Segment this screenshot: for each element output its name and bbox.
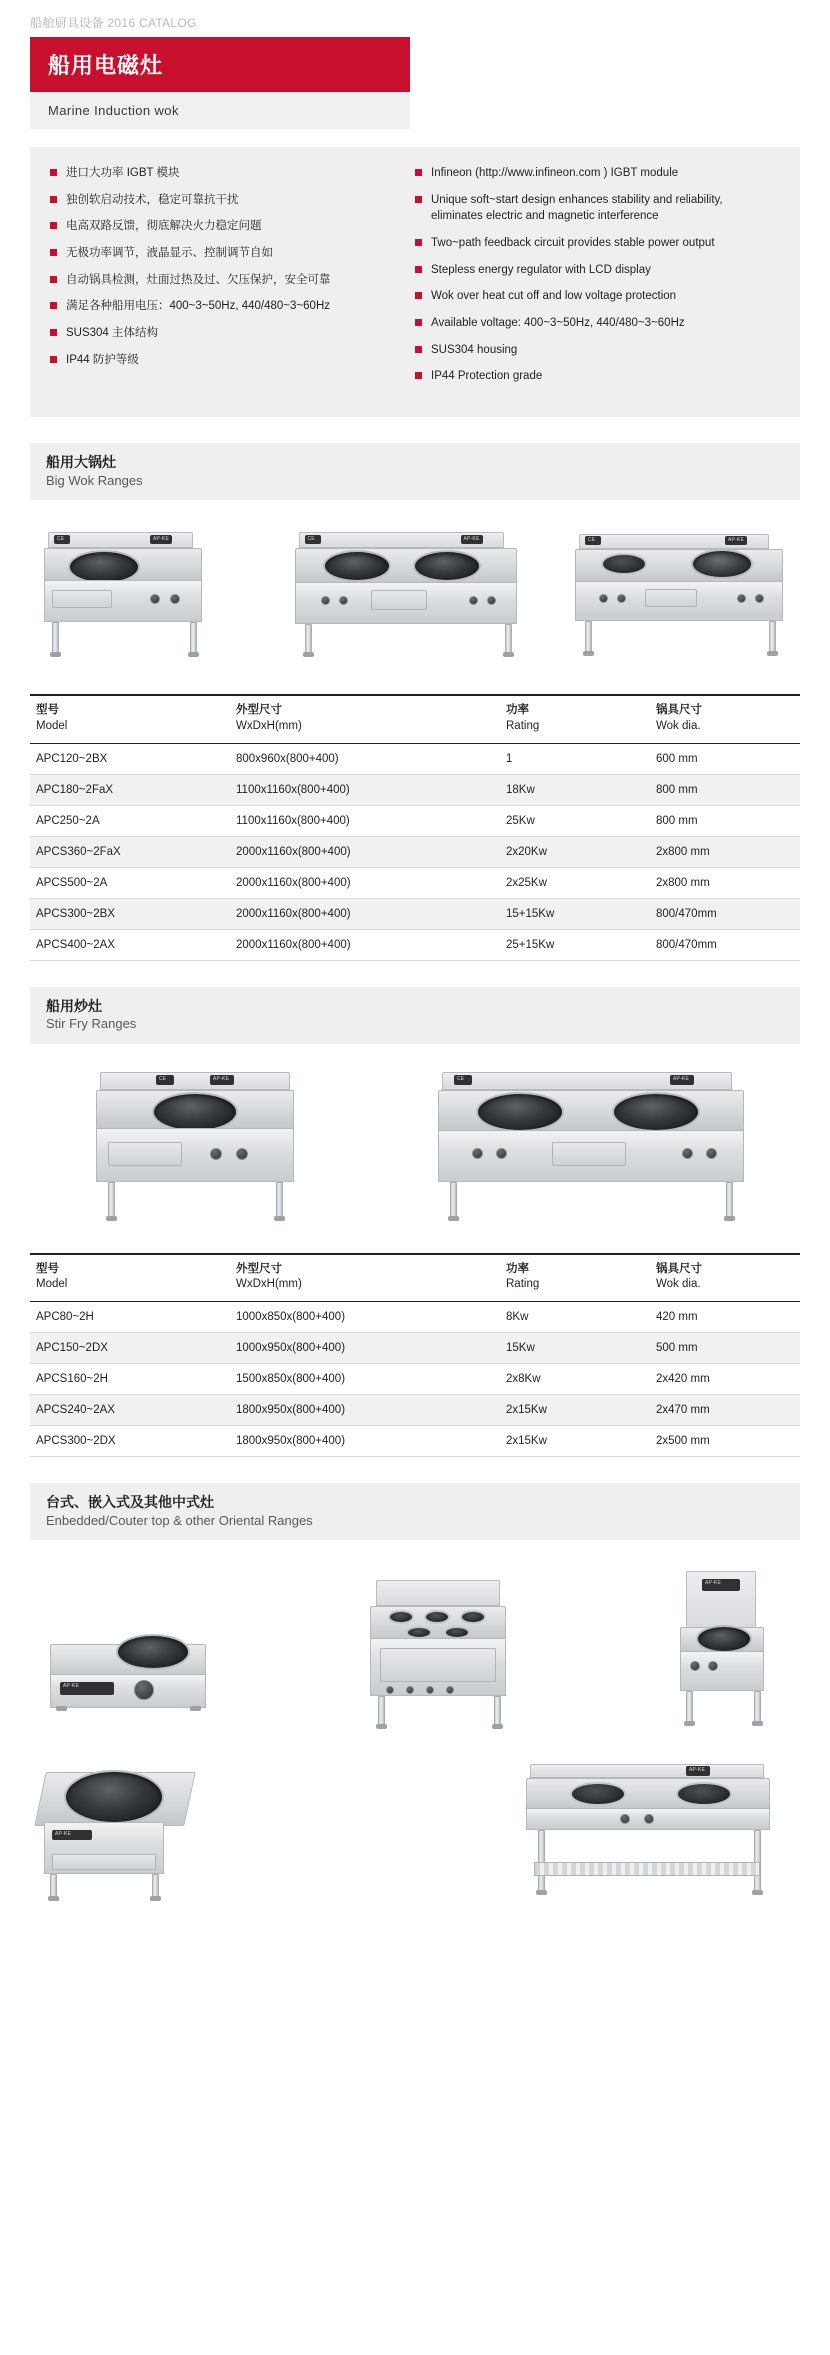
square-bullet-icon	[50, 222, 57, 229]
brand-badge-label: AP-KE	[63, 1683, 80, 1690]
feature-item	[50, 352, 397, 369]
cell-model: APC80~2H	[30, 1301, 230, 1332]
cell-dim: 1000x850x(800+400)	[230, 1301, 500, 1332]
feature-item	[415, 368, 762, 385]
square-bullet-icon	[50, 302, 57, 309]
feature-text: Available voltage: 400~3~50Hz, 440/480~3~60Hz	[431, 317, 685, 330]
cell-dim: 1100x1160x(800+400)	[230, 774, 500, 805]
col-rating	[500, 695, 650, 743]
cell-rate: 18Kw	[500, 774, 650, 805]
feature-item	[50, 245, 397, 262]
col-model-cn: 型号	[36, 1262, 59, 1275]
cell-dim: 2000x1160x(800+400)	[230, 836, 500, 867]
brand-badge-label: AP-KE	[463, 536, 480, 543]
product-photo-four-burner	[340, 1574, 540, 1734]
table-row	[30, 805, 800, 836]
square-bullet-icon	[50, 196, 57, 203]
section-header-embedded	[30, 1483, 800, 1540]
feature-item	[50, 165, 397, 182]
control-badge-label: CE	[307, 536, 315, 543]
col-rate-cn: 功率	[506, 704, 529, 717]
feature-item	[415, 342, 762, 359]
feature-text: 无极功率调节，液晶显示、控制调节自如	[66, 247, 273, 260]
feature-item	[415, 192, 762, 225]
cell-dim: 1800x950x(800+400)	[230, 1394, 500, 1425]
page-title-en: Marine Induction wok	[30, 92, 410, 129]
feature-text: Infineon (http://www.infineon.com ) IGBT module	[431, 167, 679, 179]
cell-model: APC150~2DX	[30, 1332, 230, 1363]
catalog-header	[0, 0, 830, 37]
cell-wok: 2x500 mm	[650, 1425, 800, 1456]
square-bullet-icon	[415, 319, 422, 326]
cell-dim: 1000x950x(800+400)	[230, 1332, 500, 1363]
cell-wok: 2x800 mm	[650, 836, 800, 867]
cell-wok: 800 mm	[650, 805, 800, 836]
table-row	[30, 1425, 800, 1456]
cell-model: APCS500~2A	[30, 867, 230, 898]
control-badge-label: CE	[588, 537, 596, 544]
table-row	[30, 1394, 800, 1425]
feature-item	[50, 192, 397, 209]
col-model	[30, 1254, 230, 1302]
brand-badge-label: AP-KE	[705, 1580, 722, 1587]
cell-wok: 500 mm	[650, 1332, 800, 1363]
col-model-en: Model	[36, 720, 68, 732]
cell-rate: 15Kw	[500, 1332, 650, 1363]
square-bullet-icon	[50, 169, 57, 176]
cell-wok: 800/470mm	[650, 898, 800, 929]
col-rating	[500, 1254, 650, 1302]
spec-table-big-wok	[30, 694, 800, 960]
cell-wok: 2x420 mm	[650, 1363, 800, 1394]
table-row	[30, 836, 800, 867]
feature-text: IP44 Protection grade	[431, 370, 543, 383]
product-photo-tall-splash-wok	[650, 1569, 800, 1734]
product-gallery-embedded	[0, 1540, 830, 1908]
feature-text: 电高双路反馈，彻底解决火力稳定问题	[66, 220, 262, 233]
spec-table-stir-fry	[30, 1253, 800, 1457]
section-header-stir-fry	[30, 987, 800, 1044]
section-title-en: Enbedded/Couter top & other Oriental Ranges	[46, 1512, 313, 1528]
cell-wok: 800/470mm	[650, 929, 800, 960]
cell-rate: 25+15Kw	[500, 929, 650, 960]
cell-wok: 2x800 mm	[650, 867, 800, 898]
col-wok-dia	[650, 1254, 800, 1302]
page-title-cn: 船用电磁灶	[30, 37, 410, 92]
col-wok-en: Wok dia.	[656, 720, 701, 732]
feature-item	[50, 272, 397, 289]
cell-dim: 2000x1160x(800+400)	[230, 867, 500, 898]
control-badge-label: CE	[159, 1075, 167, 1082]
table-row	[30, 898, 800, 929]
control-badge-label: CE	[57, 536, 65, 543]
section-title-cn: 台式、嵌入式及其他中式灶	[46, 1493, 214, 1510]
square-bullet-icon	[50, 356, 57, 363]
cell-model: APCS400~2AX	[30, 929, 230, 960]
cell-model: APCS360~2FaX	[30, 836, 230, 867]
col-model-en: Model	[36, 1278, 68, 1291]
header-catalog-en: 2016 CATALOG	[107, 16, 197, 30]
col-wok-dia	[650, 695, 800, 743]
cell-rate: 2x25Kw	[500, 867, 650, 898]
table-row	[30, 867, 800, 898]
cell-wok: 600 mm	[650, 743, 800, 774]
cell-model: APCS160~2H	[30, 1363, 230, 1394]
col-wok-cn: 锅具尺寸	[656, 704, 702, 717]
col-rate-cn: 功率	[506, 1262, 529, 1275]
brand-badge-label: AP-KE	[673, 1075, 690, 1082]
feature-item	[415, 235, 762, 252]
square-bullet-icon	[415, 266, 422, 273]
col-wok-cn: 锅具尺寸	[656, 1262, 702, 1275]
col-dim-en: WxDxH(mm)	[236, 1278, 302, 1291]
product-photo-apc120	[30, 518, 250, 668]
feature-text: 进口大功率 IGBT 模块	[66, 167, 180, 179]
product-photo-row-stir-fry	[0, 1044, 830, 1237]
col-model-cn: 型号	[36, 704, 59, 717]
square-bullet-icon	[415, 196, 422, 203]
feature-item	[415, 315, 762, 332]
square-bullet-icon	[50, 249, 57, 256]
square-bullet-icon	[50, 276, 57, 283]
table-row	[30, 929, 800, 960]
product-photo-apcs300	[565, 518, 800, 668]
cell-model: APCS240~2AX	[30, 1394, 230, 1425]
brand-badge-label: AP-KE	[689, 1767, 706, 1774]
feature-item	[50, 325, 397, 342]
feature-text: 自动锅具检测，灶面过热及过、欠压保护，安全可靠	[66, 273, 331, 286]
square-bullet-icon	[415, 372, 422, 379]
feature-text: Two~path feedback circuit provides stable power output	[431, 237, 715, 250]
square-bullet-icon	[415, 292, 422, 299]
cell-wok: 2x470 mm	[650, 1394, 800, 1425]
feature-text: SUS304 housing	[431, 343, 518, 356]
cell-model: APCS300~2BX	[30, 898, 230, 929]
table-row	[30, 1332, 800, 1363]
col-rate-en: Rating	[506, 720, 540, 732]
feature-item	[415, 165, 762, 182]
cell-rate: 25Kw	[500, 805, 650, 836]
table-row	[30, 743, 800, 774]
feature-text: 满足各种船用电压：400~3~50Hz, 440/480~3~60Hz	[66, 300, 330, 313]
cell-model: APC120~2BX	[30, 743, 230, 774]
header-brand-cn: 船舶厨具设备	[30, 16, 104, 30]
col-rate-en: Rating	[506, 1278, 540, 1291]
cell-model: APCS300~2DX	[30, 1425, 230, 1456]
feature-column-en	[415, 165, 780, 395]
section-header-big-wok	[30, 443, 800, 500]
col-dim-cn: 外型尺寸	[236, 1262, 282, 1275]
cell-wok: 800 mm	[650, 774, 800, 805]
table-row	[30, 1363, 800, 1394]
brand-badge-label: AP-KE	[55, 1831, 72, 1838]
cell-dim: 2000x1160x(800+400)	[230, 898, 500, 929]
product-photo-two-burner-table	[500, 1758, 800, 1908]
product-photo-counter-top	[30, 1604, 230, 1734]
cell-rate: 2x15Kw	[500, 1394, 650, 1425]
col-dimension	[230, 1254, 500, 1302]
section-title-en: Stir Fry Ranges	[46, 1016, 137, 1032]
feature-band	[30, 147, 800, 417]
feature-item	[415, 288, 762, 305]
feature-item	[50, 298, 397, 315]
cell-dim: 1500x850x(800+400)	[230, 1363, 500, 1394]
square-bullet-icon	[50, 329, 57, 336]
section-title-cn: 船用大锅灶	[46, 454, 116, 471]
col-dim-en: WxDxH(mm)	[236, 720, 302, 732]
feature-text: Wok over heat cut off and low voltage protection	[431, 290, 677, 303]
brand-badge-label: AP-KE	[153, 536, 170, 543]
col-dim-cn: 外型尺寸	[236, 704, 282, 717]
table-header-row	[30, 695, 800, 743]
cell-rate: 2x15Kw	[500, 1425, 650, 1456]
feature-text: Stepless energy regulator with LCD display	[431, 263, 651, 276]
feature-text: SUS304 主体结构	[66, 327, 159, 340]
cell-rate: 2x20Kw	[500, 836, 650, 867]
section-title-en: Big Wok Ranges	[46, 472, 143, 488]
square-bullet-icon	[415, 346, 422, 353]
cell-dim: 1100x1160x(800+400)	[230, 805, 500, 836]
brand-badge-label: AP-KE	[728, 537, 745, 544]
product-photo-row-big-wok	[0, 500, 830, 678]
cell-dim: 800x960x(800+400)	[230, 743, 500, 774]
col-dimension	[230, 695, 500, 743]
brand-badge-label: AP-KE	[213, 1075, 230, 1082]
table-header-row	[30, 1254, 800, 1302]
col-wok-en: Wok dia.	[656, 1278, 701, 1291]
cell-dim: 1800x950x(800+400)	[230, 1425, 500, 1456]
product-photo-embedded-wok	[30, 1758, 240, 1908]
product-photo-apcs240	[420, 1062, 770, 1227]
cell-dim: 2000x1160x(800+400)	[230, 929, 500, 960]
feature-item	[415, 262, 762, 279]
feature-text: 独创软启动技术，稳定可靠抗干扰	[66, 193, 239, 206]
cell-rate: 1	[500, 743, 650, 774]
section-title-cn: 船用炒灶	[46, 997, 102, 1014]
cell-model: APC250~2A	[30, 805, 230, 836]
col-model	[30, 695, 230, 743]
feature-column-cn	[50, 165, 415, 395]
cell-rate: 15+15Kw	[500, 898, 650, 929]
feature-text: IP44 防护等级	[66, 353, 139, 366]
square-bullet-icon	[415, 169, 422, 176]
cell-wok: 420 mm	[650, 1301, 800, 1332]
cell-model: APC180~2FaX	[30, 774, 230, 805]
square-bullet-icon	[415, 239, 422, 246]
feature-text: Unique soft~start design enhances stability and reliability, eliminates electric and magnetic interference	[431, 193, 723, 223]
gallery-row-bottom	[30, 1748, 800, 1908]
product-photo-apc80	[60, 1062, 350, 1227]
control-badge-label: CE	[457, 1075, 465, 1082]
gallery-row-top	[30, 1554, 800, 1734]
product-photo-apcs500	[283, 518, 533, 668]
title-block	[0, 37, 830, 129]
table-row	[30, 1301, 800, 1332]
cell-rate: 8Kw	[500, 1301, 650, 1332]
feature-item	[50, 218, 397, 235]
cell-rate: 2x8Kw	[500, 1363, 650, 1394]
table-row	[30, 774, 800, 805]
